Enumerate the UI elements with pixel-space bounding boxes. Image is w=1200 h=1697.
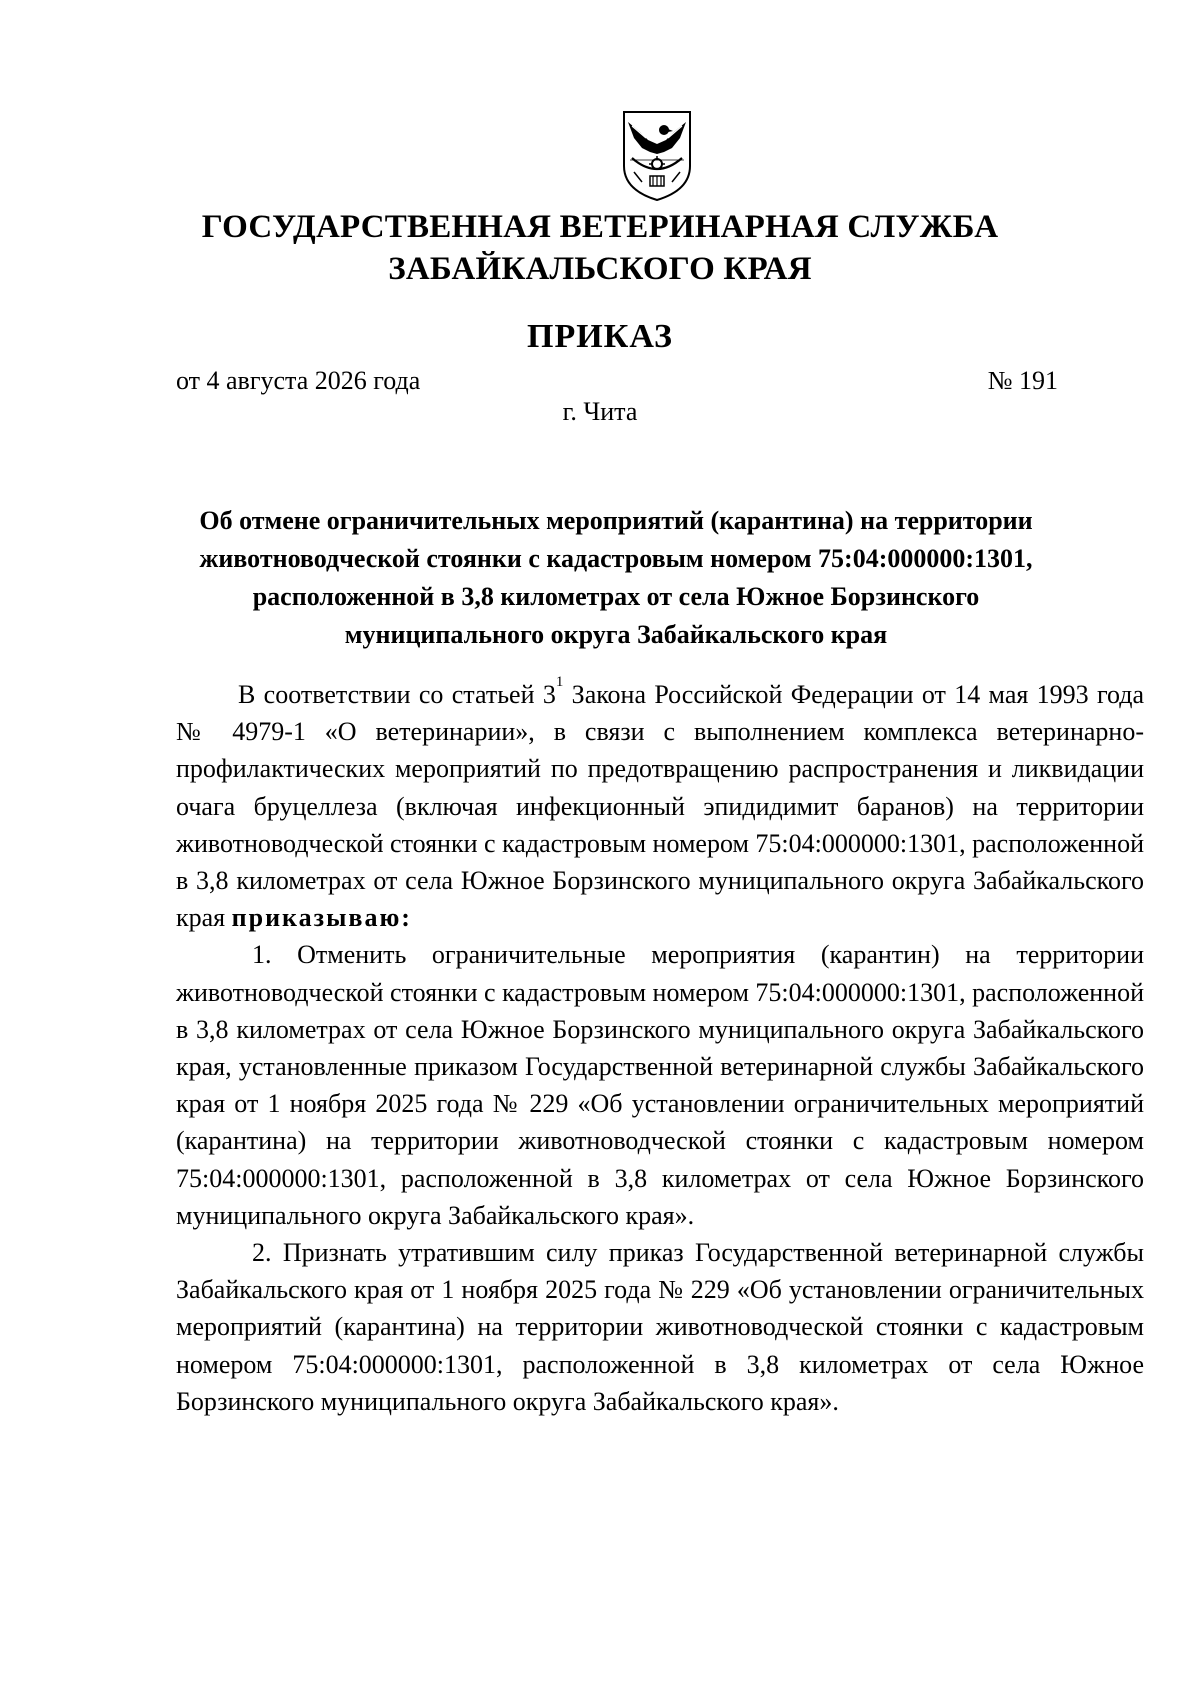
agency-name-line1: ГОСУДАРСТВЕННАЯ ВЕТЕРИНАРНАЯ СЛУЖБА xyxy=(201,209,999,245)
coat-of-arms-icon xyxy=(620,110,694,202)
document-number: № 191 xyxy=(987,366,1058,395)
order-item-1: 1. Отменить ограничительные мероприятия (карантин) на территории животноводческой стоянки с кадастровым номером 75:04:000000:1301, расположенной в 3,8 километрах от села Южное Борзинского муниципального округа Забайкальского края, установленные приказом Государственной ветеринарной службы Забайкальского края от 1 ноября 2025 года № 229 «Об установлении ограничительных мероприятий (карантина) на территории животноводческой стоянки с кадастровым номером 75:04:000000:1301, расположенной в 3,8 километрах от села Южное Борзинского муниципального округа Забайкальского края». xyxy=(176,940,1144,1230)
agency-name-line2: ЗАБАЙКАЛЬСКОГО КРАЯ xyxy=(388,251,812,287)
order-word: приказываю: xyxy=(231,903,412,933)
article-superscript: 1 xyxy=(555,674,564,690)
title-line4: муниципального округа Забайкальского края xyxy=(344,620,888,649)
order-item-2: 2. Признать утратившим силу приказ Государственной ветеринарной службы Забайкальского края от 1 ноября 2025 года № 229 «Об установлении ограничительных мероприятий (карантина) на территории животноводческой стоянки с кадастровым номером 75:04:000000:1301, расположенной в 3,8 километрах от села Южное Борзинского муниципального округа Забайкальского края». xyxy=(176,1238,1144,1416)
document-city: г. Чита xyxy=(562,397,638,426)
agency-name xyxy=(160,206,1040,290)
document-body xyxy=(176,676,1144,1420)
preamble-paragraph xyxy=(176,676,1144,936)
preamble-text-rest: Закона Российской Федерации от 14 мая 1993 года № 4979-1 «О ветеринарии», в связи с выполнением комплекса ветеринарно-профилактических мероприятий по предотвращению распространения и ликвидации очага бруцеллеза (включая инфекционный эпидидимит баранов) на территории животноводческой стоянки с кадастровым номером 75:04:000000:1301, расположенной в 3,8 километрах от села Южное Борзинского муниципального округа Забайкальского края xyxy=(176,680,1144,933)
title-line2: животноводческой стоянки с кадастровым номером 75:04:000000:1301, xyxy=(199,544,1033,573)
document-type: ПРИКАЗ xyxy=(527,318,673,355)
title-line3: расположенной в 3,8 километрах от села Южное Борзинского xyxy=(252,582,980,611)
document-date: от 4 августа 2026 года xyxy=(176,366,421,395)
title-line1: Об отмене ограничительных мероприятий (карантина) на территории xyxy=(199,506,1033,535)
document-title xyxy=(176,502,1056,654)
preamble-text-start: В соответствии со статьей 3 xyxy=(238,680,556,709)
